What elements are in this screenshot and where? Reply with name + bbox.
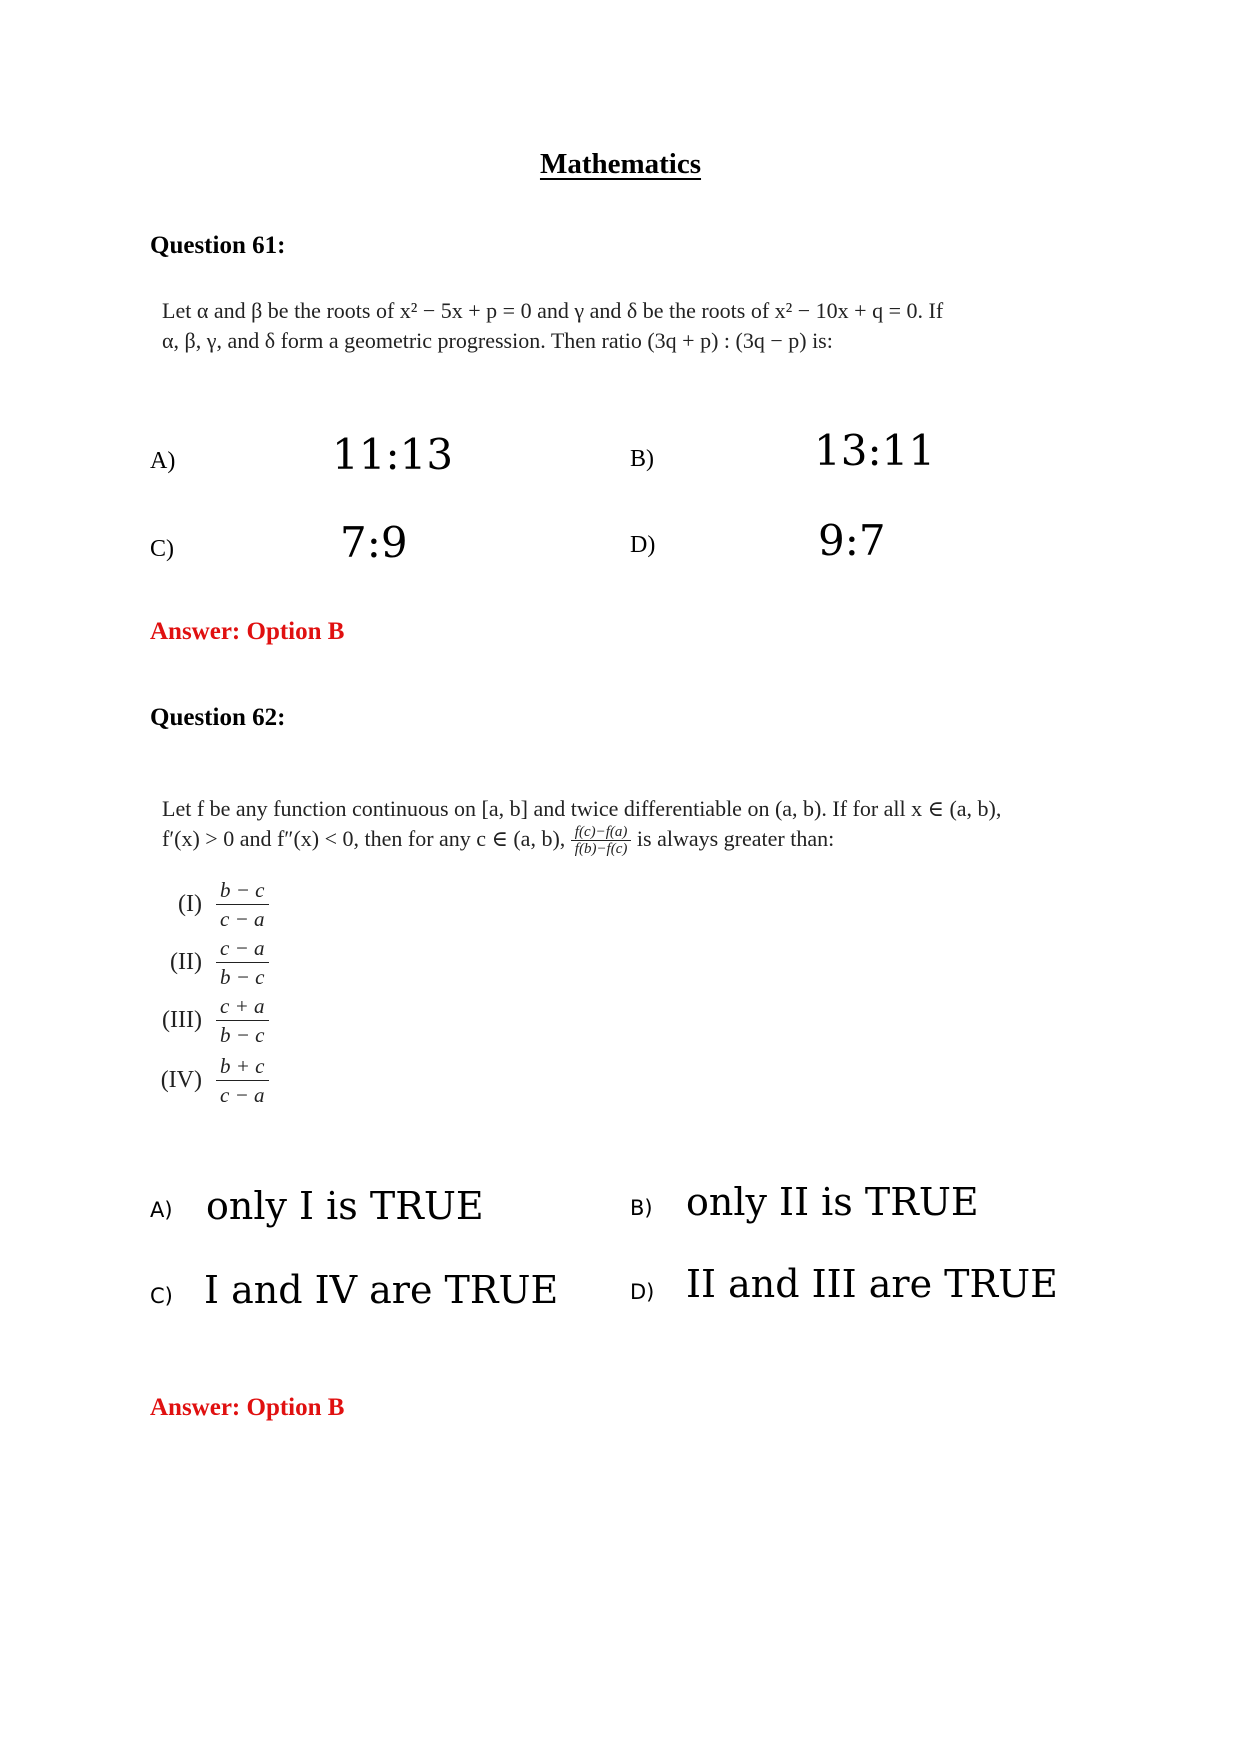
q61-option-d-label: D) — [630, 532, 656, 558]
question-62-stem — [162, 794, 1082, 857]
fraction-denominator: c − a — [216, 1080, 269, 1109]
q62-option-c-label: C) — [150, 1284, 173, 1308]
q62-item-iv — [158, 1052, 269, 1109]
q61-option-b-label: B) — [630, 446, 654, 472]
question-62-answer: Answer: Option B — [150, 1394, 345, 1421]
q62-item-iii-fraction — [216, 992, 269, 1049]
q62-option-a-value: only I is TRUE — [206, 1184, 484, 1228]
q61-option-a-label: A) — [150, 448, 176, 474]
question-62-stem-line2-pre: f′(x) > 0 and f″(x) < 0, then for any c ∈ (a, b), — [162, 826, 566, 851]
question-62-stem-line2-post: is always greater than: — [636, 826, 835, 851]
fraction-numerator: c + a — [220, 994, 265, 1018]
q61-option-d-value: 9:7 — [818, 516, 886, 565]
question-61-answer: Answer: Option B — [150, 618, 345, 645]
question-62-heading: Question 62: — [150, 704, 286, 731]
fraction-numerator: b + c — [220, 1054, 265, 1078]
question-61-stem-line1: Let α and β be the roots of x² − 5x + p = 0 and γ and δ be the roots of x² − 10x + q = 0. If — [162, 298, 944, 323]
fraction-numerator: b − c — [220, 878, 265, 902]
fraction-numerator: c − a — [220, 936, 265, 960]
page-title: Mathematics — [539, 148, 702, 180]
q62-item-i-label: (I) — [178, 891, 202, 917]
question-62-stem-line1: Let f be any function continuous on [a, b] and twice differentiable on (a, b). If for all x ∈ (a, b), — [162, 796, 1002, 821]
q61-option-c-value: 7:9 — [340, 518, 408, 567]
q62-option-c-value: I and IV are TRUE — [204, 1268, 559, 1312]
q62-item-ii — [158, 934, 269, 991]
q62-option-b-value: only II is TRUE — [686, 1180, 979, 1224]
question-61-heading: Question 61: — [150, 232, 286, 259]
q62-item-iv-label: (IV) — [160, 1067, 202, 1093]
q61-option-b-value: 13:11 — [814, 426, 936, 475]
question-61-stem-line2: α, β, γ, and δ form a geometric progression. Then ratio (3q + p) : (3q − p) is: — [162, 328, 833, 353]
q61-option-c-label: C) — [150, 536, 174, 562]
question-62-stem-fraction — [571, 824, 632, 857]
q62-option-a-label: A) — [150, 1198, 173, 1222]
q62-option-d-value: II and III are TRUE — [686, 1262, 1058, 1306]
q62-item-ii-label: (II) — [170, 949, 202, 975]
q62-item-iii-label: (III) — [162, 1007, 202, 1033]
fraction-denominator: b − c — [216, 962, 269, 991]
fraction-denominator: c − a — [216, 904, 269, 933]
q62-item-iii — [158, 992, 269, 1049]
q62-item-i-fraction — [216, 876, 269, 933]
stem-fraction-numerator: f(c)−f(a) — [574, 824, 628, 841]
fraction-denominator: b − c — [216, 1020, 269, 1049]
q62-item-iv-fraction — [216, 1052, 269, 1109]
q62-item-i — [158, 876, 269, 933]
question-61-stem — [162, 296, 1082, 356]
q62-option-d-label: D) — [630, 1280, 655, 1304]
q62-option-b-label: B) — [630, 1196, 653, 1220]
stem-fraction-denominator: f(b)−f(c) — [571, 840, 632, 857]
q61-option-a-value: 11:13 — [332, 430, 454, 479]
q62-item-ii-fraction — [216, 934, 269, 991]
question-62-stem-line2 — [162, 824, 1082, 857]
